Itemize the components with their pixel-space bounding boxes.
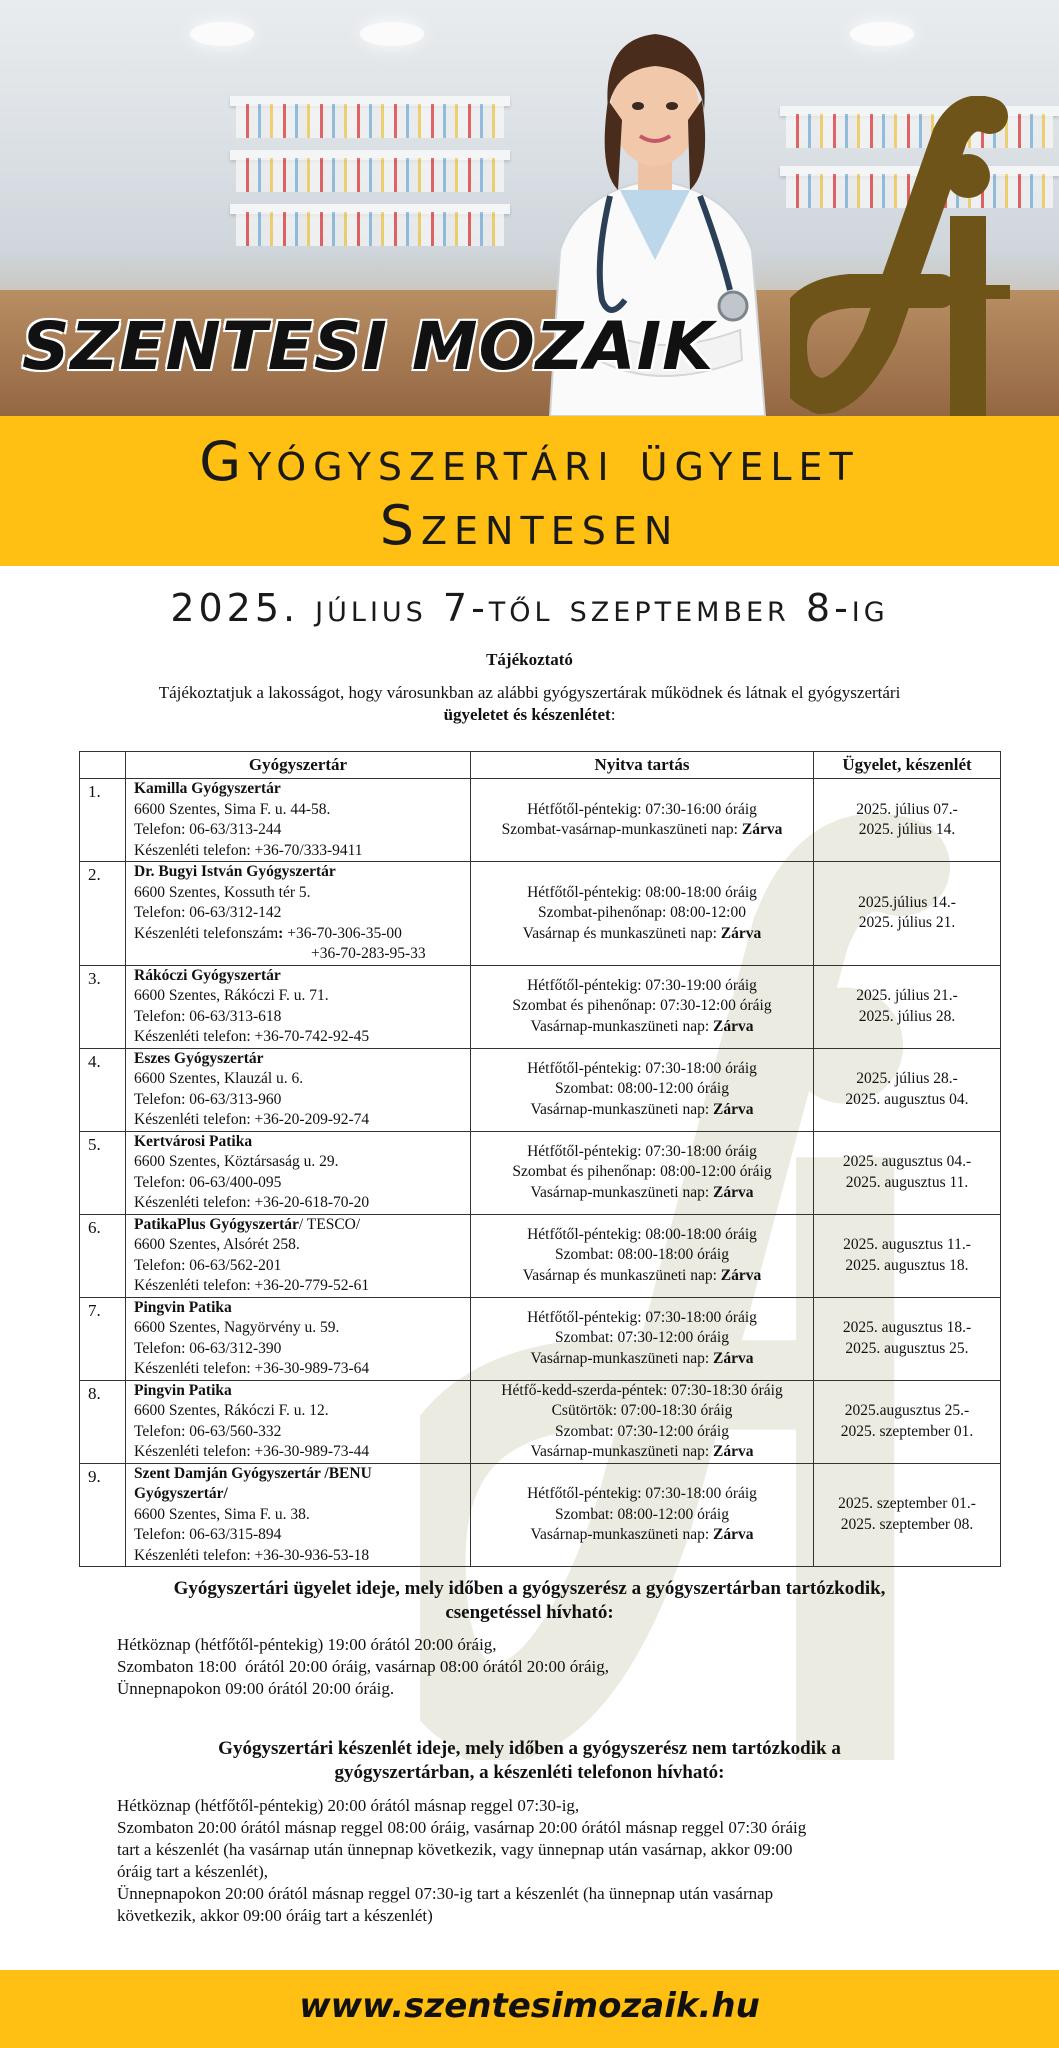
pharmacy-address: 6600 Szentes, Rákóczi F. u. 71. <box>134 987 329 1004</box>
duty-cell <box>814 1297 1001 1380</box>
standby-label: Készenléti telefonszám <box>134 924 279 942</box>
hours-line <box>477 1381 807 1402</box>
table-row <box>80 1131 1001 1214</box>
row-number: 3. <box>80 965 126 1048</box>
hours-line <box>477 1308 807 1329</box>
hours-text: Szombat és pihenőnap: 07:30-12:00 óráig <box>512 997 772 1015</box>
opening-hours-cell <box>471 1463 814 1567</box>
row-number: 5. <box>80 1131 126 1214</box>
opening-hours-cell <box>471 1297 814 1380</box>
hours-text: Vasárnap-munkaszüneti nap: <box>530 1443 714 1460</box>
duty-from: 2025. július 28.- <box>856 1070 958 1087</box>
header-pharmacy: Gyógyszertár <box>126 752 471 779</box>
keszenlet-line: óráig tart a készenlét), <box>117 1862 269 1881</box>
pharmacy-phone: Telefon: 06-63/400-095 <box>134 1173 282 1191</box>
duty-from: 2025. július 21.- <box>856 987 958 1004</box>
hours-line <box>477 1142 807 1163</box>
pharmacy-address: 6600 Szentes, Nagyörvény u. 59. <box>134 1319 340 1336</box>
main-title-line-1: Gyógyszertári ügyelet <box>199 430 860 493</box>
hours-text: Vasárnap és munkaszüneti nap: <box>522 1266 721 1284</box>
keszenlet-line: következik, akkor 09:00 óráig tart a készenlét) <box>117 1906 433 1925</box>
pharmacy-cell <box>126 1048 471 1131</box>
brand-title: SZENTESI MOZAIK <box>22 308 715 385</box>
hours-line <box>477 1162 807 1183</box>
ugyelet-body <box>117 1634 937 1700</box>
pharmacy-name: Rákóczi Gyógyszertár <box>134 966 281 984</box>
pharmacy-standby-phone <box>134 924 464 945</box>
hours-line <box>477 924 807 945</box>
intro-colon: : <box>610 705 616 724</box>
hours-line <box>477 1266 807 1287</box>
pharmacy-schedule-table <box>79 751 1001 1567</box>
intro-bold: ügyeletet és készenlétet <box>443 705 611 724</box>
opening-hours-cell <box>471 1048 814 1131</box>
hours-text: Hétfőtől-péntekig: 07:30-18:00 óráig <box>527 1142 757 1160</box>
hours-line <box>477 903 807 924</box>
main-title-line-2: Szentesen <box>379 494 680 557</box>
duty-to: 2025. július 14. <box>858 821 956 838</box>
table-row <box>80 1297 1001 1380</box>
hours-line <box>477 800 807 821</box>
pharmacy-name: Dr. Bugyi István Gyógyszertár <box>134 863 336 880</box>
pharmacy-address: 6600 Szentes, Kossuth tér 5. <box>134 883 311 901</box>
pharmacy-cell <box>126 779 471 862</box>
hours-text: Hétfőtől-péntekig: 08:00-18:00 óráig <box>527 1225 757 1243</box>
pharmacy-address: 6600 Szentes, Alsórét 258. <box>134 1236 300 1253</box>
hours-line <box>477 1079 807 1100</box>
row-number: 2. <box>80 862 126 966</box>
keszenlet-title-line-2: gyógyszertárban, a készenléti telefonon hívható: <box>334 1762 725 1783</box>
duty-cell <box>814 1214 1001 1297</box>
hours-text: Hétfőtől-péntekig: 07:30-19:00 óráig <box>527 976 757 994</box>
pharmacy-name: Pingvin Patika <box>134 1298 232 1316</box>
row-number: 6. <box>80 1214 126 1297</box>
keszenlet-line: Szombaton 20:00 órától másnap reggel 08:00 óráig, vasárnap 20:00 órától másnap reggel 07:30 óráig <box>117 1818 807 1837</box>
row-number: 9. <box>80 1463 126 1567</box>
duty-to: 2025. augusztus 25. <box>845 1339 969 1357</box>
duty-from: 2025. szeptember 01.- <box>838 1495 976 1513</box>
hours-line <box>477 1349 807 1370</box>
pharmacy-name-suffix: / TESCO/ <box>298 1215 361 1233</box>
row-number: 4. <box>80 1048 126 1131</box>
pharmacy-address: 6600 Szentes, Klauzál u. 6. <box>134 1070 304 1087</box>
hours-text: Szombat: 08:00-18:00 óráig <box>555 1246 729 1264</box>
duty-cell <box>814 779 1001 862</box>
duty-from: 2025.július 14.- <box>858 893 956 911</box>
closed-label: Zárva <box>720 1266 762 1284</box>
pharmacy-cell <box>126 1463 471 1567</box>
pharmacy-phone: Telefon: 06-63/312-390 <box>134 1339 282 1357</box>
closed-label: Zárva <box>720 924 762 942</box>
table-row <box>80 1463 1001 1567</box>
title-band <box>0 416 1059 566</box>
duty-to: 2025. július 28. <box>858 1007 956 1025</box>
opening-hours-cell <box>471 862 814 966</box>
header-number <box>80 752 126 779</box>
table-row <box>80 779 1001 862</box>
hours-line <box>477 1525 807 1546</box>
hours-line <box>477 1328 807 1349</box>
keszenlet-line: Hétköznap (hétfőtől-péntekig) 20:00 órától másnap reggel 07:30-ig, <box>117 1796 580 1815</box>
duty-to: 2025. augusztus 04. <box>845 1090 969 1108</box>
hours-text: Szombat: 07:30-12:00 óráig <box>555 1422 729 1440</box>
keszenlet-title <box>110 1737 949 1785</box>
hours-text: Csütörtök: 07:00-18:30 óráig <box>551 1402 733 1419</box>
pharmacy-phone: Telefon: 06-63/312-142 <box>134 904 282 921</box>
duty-to: 2025. augusztus 11. <box>845 1173 969 1191</box>
hours-text: Hétfőtől-péntekig: 07:30-18:00 óráig <box>527 1485 757 1502</box>
ceiling-lamp <box>190 22 254 46</box>
pharmacy-address: 6600 Szentes, Sima F. u. 44-58. <box>134 800 331 818</box>
hours-text: Hétfőtől-péntekig: 07:30-18:00 óráig <box>527 1059 757 1077</box>
pharmacy-phone: Telefon: 06-63/313-960 <box>134 1090 282 1108</box>
szentesi-mozaik-logo-icon <box>790 96 1040 416</box>
pharmacy-name: Eszes Gyógyszertár <box>134 1049 264 1067</box>
hours-text: Vasárnap-munkaszüneti nap: <box>530 1526 714 1543</box>
shelf-stock <box>236 104 504 138</box>
pharmacy-address: 6600 Szentes, Köztársaság u. 29. <box>134 1153 339 1170</box>
opening-hours-cell <box>471 1214 814 1297</box>
pharmacy-cell <box>126 1131 471 1214</box>
header-opening-hours: Nyitva tartás <box>471 752 814 779</box>
pharmacy-cell <box>126 1380 471 1463</box>
table-header-row <box>80 752 1001 779</box>
closed-label: Zárva <box>713 1017 754 1035</box>
shelf-stock <box>236 158 504 192</box>
hours-text: Szombat-pihenőnap: 08:00-12:00 <box>538 904 746 921</box>
ceiling-lamp <box>850 22 914 46</box>
hours-line <box>477 1442 807 1463</box>
notice-intro <box>130 682 929 726</box>
pharmacy-standby-phone: Készenléti telefon: +36-30-989-73-44 <box>134 1443 370 1460</box>
hours-text: Vasárnap-munkaszüneti nap: <box>530 1349 714 1367</box>
intro-text: Tájékoztatjuk a lakosságot, hogy városunkban az alábbi gyógyszertárak működnek és látnak el gyógyszertári <box>158 683 901 702</box>
duty-from: 2025. augusztus 18.- <box>842 1319 972 1336</box>
opening-hours-cell <box>471 965 814 1048</box>
pharmacy-name: Szent Damján Gyógyszertár /BENU <box>134 1464 372 1482</box>
row-number: 7. <box>80 1297 126 1380</box>
standby-colon: : <box>278 924 284 942</box>
duty-cell <box>814 1048 1001 1131</box>
hours-text: Szombat: 07:30-12:00 óráig <box>555 1329 729 1347</box>
hours-text: Vasárnap-munkaszüneti nap: <box>530 1017 714 1035</box>
pharmacy-address: 6600 Szentes, Sima F. u. 38. <box>134 1505 310 1523</box>
hours-text: Hétfőtől-péntekig: 07:30-16:00 óráig <box>527 800 757 818</box>
opening-hours-cell <box>471 1131 814 1214</box>
ugyelet-title-line-2: csengetéssel hívható: <box>445 1602 614 1623</box>
pharmacy-cell <box>126 1214 471 1297</box>
hours-line <box>477 1245 807 1266</box>
duty-from: 2025.augusztus 25.- <box>844 1402 970 1419</box>
table-row <box>80 1380 1001 1463</box>
pharmacy-name-line <box>134 1215 464 1236</box>
opening-hours-cell <box>471 779 814 862</box>
hours-text: Hétfő-kedd-szerda-péntek: 07:30-18:30 óráig <box>501 1381 783 1399</box>
hours-line <box>477 883 807 904</box>
footer-band <box>0 1970 1059 2048</box>
hours-text: Szombat: 08:00-12:00 óráig <box>555 1080 729 1098</box>
table-row <box>80 965 1001 1048</box>
pharmacy-standby-phone-2: +36-70-283-95-33 <box>311 945 426 962</box>
pharmacy-standby-phone: Készenléti telefon: +36-30-936-53-18 <box>134 1546 370 1564</box>
duty-to: 2025. szeptember 01. <box>840 1422 974 1440</box>
hours-line <box>477 976 807 997</box>
duty-to: 2025. augusztus 18. <box>845 1256 969 1274</box>
pharmacy-standby-phone: Készenléti telefon: +36-70/333-9411 <box>134 841 363 859</box>
pharmacy-name: Pingvin Patika <box>134 1381 232 1399</box>
hours-text: Szombat: 08:00-12:00 óráig <box>555 1505 729 1523</box>
pharmacy-cell <box>126 862 471 966</box>
hours-line <box>477 1225 807 1246</box>
hours-text: Szombat-vasárnap-munkaszüneti nap: <box>501 821 742 838</box>
duty-cell <box>814 1380 1001 1463</box>
ugyelet-line: Szombaton 18:00 órától 20:00 óráig, vasárnap 08:00 órától 20:00 óráig, <box>117 1657 609 1676</box>
pharmacy-standby-phone: Készenléti telefon: +36-30-989-73-64 <box>134 1360 370 1377</box>
hours-text: Hétfőtől-péntekig: 08:00-18:00 óráig <box>527 883 757 901</box>
hero-banner <box>0 0 1059 416</box>
pharmacy-phone: Telefon: 06-63/315-894 <box>134 1526 282 1543</box>
pharmacy-phone: Telefon: 06-63/562-201 <box>134 1256 282 1274</box>
ugyelet-line: Ünnepnapokon 09:00 órától 20:00 óráig. <box>117 1679 395 1698</box>
keszenlet-title-line-1: Gyógyszertári készenlét ideje, mely időben a gyógyszerész nem tartózkodik a <box>218 1738 841 1759</box>
pharmacy-name: PatikaPlus Gyógyszertár <box>134 1215 299 1233</box>
website-link[interactable]: www.szentesimozaik.hu <box>299 1986 760 2026</box>
pharmacy-name-line-2: Gyógyszertár/ <box>134 1485 228 1502</box>
closed-label: Zárva <box>713 1100 754 1118</box>
ugyelet-line: Hétköznap (hétfőtől-péntekig) 19:00 órától 20:00 óráig, <box>117 1635 497 1654</box>
duty-from: 2025. július 07.- <box>856 800 958 818</box>
duty-from: 2025. augusztus 11.- <box>843 1236 971 1253</box>
pharmacy-standby-phone: Készenléti telefon: +36-20-618-70-20 <box>134 1194 370 1211</box>
hours-line <box>477 1059 807 1080</box>
hours-line <box>477 1505 807 1526</box>
opening-hours-cell <box>471 1380 814 1463</box>
hours-line <box>477 1422 807 1443</box>
row-number: 1. <box>80 779 126 862</box>
hours-line <box>477 1484 807 1505</box>
keszenlet-line: tart a készenlét (ha vasárnap után ünnepnap következik, vagy ünnepnap után vasárnap, akkor 09:00 <box>117 1840 793 1859</box>
pharmacy-phone: Telefon: 06-63/560-332 <box>134 1422 282 1440</box>
pharmacy-standby-phone: Készenléti telefon: +36-20-209-92-74 <box>134 1111 370 1128</box>
pharmacy-name: Kertvárosi Patika <box>134 1132 253 1150</box>
pharmacy-phone: Telefon: 06-63/313-618 <box>134 1007 282 1025</box>
pharmacy-cell <box>126 965 471 1048</box>
hours-text: Hétfőtől-péntekig: 07:30-18:00 óráig <box>527 1308 757 1326</box>
closed-label: Zárva <box>713 1443 754 1460</box>
hours-line <box>477 1183 807 1204</box>
hours-line <box>477 996 807 1017</box>
hours-line <box>477 1017 807 1038</box>
closed-label: Zárva <box>713 1526 754 1543</box>
hours-text: Vasárnap és munkaszüneti nap: <box>522 924 721 942</box>
closed-label: Zárva <box>713 1183 754 1201</box>
table-row <box>80 1214 1001 1297</box>
duty-from: 2025. augusztus 04.- <box>842 1153 972 1170</box>
table-row <box>80 862 1001 966</box>
hours-line <box>477 1100 807 1121</box>
hours-line <box>477 820 807 841</box>
hours-text: Szombat és pihenőnap: 08:00-12:00 óráig <box>512 1163 772 1181</box>
duty-to: 2025. szeptember 08. <box>840 1515 974 1533</box>
pharmacy-address: 6600 Szentes, Rákóczi F. u. 12. <box>134 1402 329 1419</box>
ugyelet-title <box>110 1577 949 1625</box>
pharmacy-standby-phone: Készenléti telefon: +36-70-742-92-45 <box>134 1028 370 1045</box>
hours-text: Vasárnap-munkaszüneti nap: <box>530 1183 714 1201</box>
ceiling-lamp <box>360 22 424 46</box>
hours-text: Vasárnap-munkaszüneti nap: <box>530 1100 714 1118</box>
pharmacy-standby-phone: Készenléti telefon: +36-20-779-52-61 <box>134 1277 370 1294</box>
pharmacy-name: Kamilla Gyógyszertár <box>134 780 281 797</box>
keszenlet-line: Ünnepnapokon 20:00 órától másnap reggel 07:30-ig tart a készenlét (ha ünnepnap után vasárnap <box>117 1884 774 1903</box>
standby-number: +36-70-306-35-00 <box>283 924 402 942</box>
duty-to: 2025. július 21. <box>858 914 956 932</box>
notice-title: Tájékoztató <box>486 650 573 669</box>
pharmacy-cell <box>126 1297 471 1380</box>
header-duty: Ügyelet, készenlét <box>814 752 1001 779</box>
shelf-stock <box>236 212 504 246</box>
keszenlet-body <box>117 1795 937 1927</box>
duty-cell <box>814 1463 1001 1567</box>
duty-cell <box>814 862 1001 966</box>
pharmacy-phone: Telefon: 06-63/313-244 <box>134 821 282 838</box>
closed-label: Zárva <box>713 1349 754 1367</box>
table-row <box>80 1048 1001 1131</box>
hours-line <box>477 1401 807 1422</box>
closed-label: Zárva <box>741 821 783 838</box>
duty-cell <box>814 965 1001 1048</box>
row-number: 8. <box>80 1380 126 1463</box>
duty-cell <box>814 1131 1001 1214</box>
date-range: 2025. július 7-től szeptember 8-ig <box>170 586 889 630</box>
ugyelet-title-line-1: Gyógyszertári ügyelet ideje, mely időben a gyógyszerész a gyógyszertárban tartózkodik, <box>173 1578 886 1599</box>
